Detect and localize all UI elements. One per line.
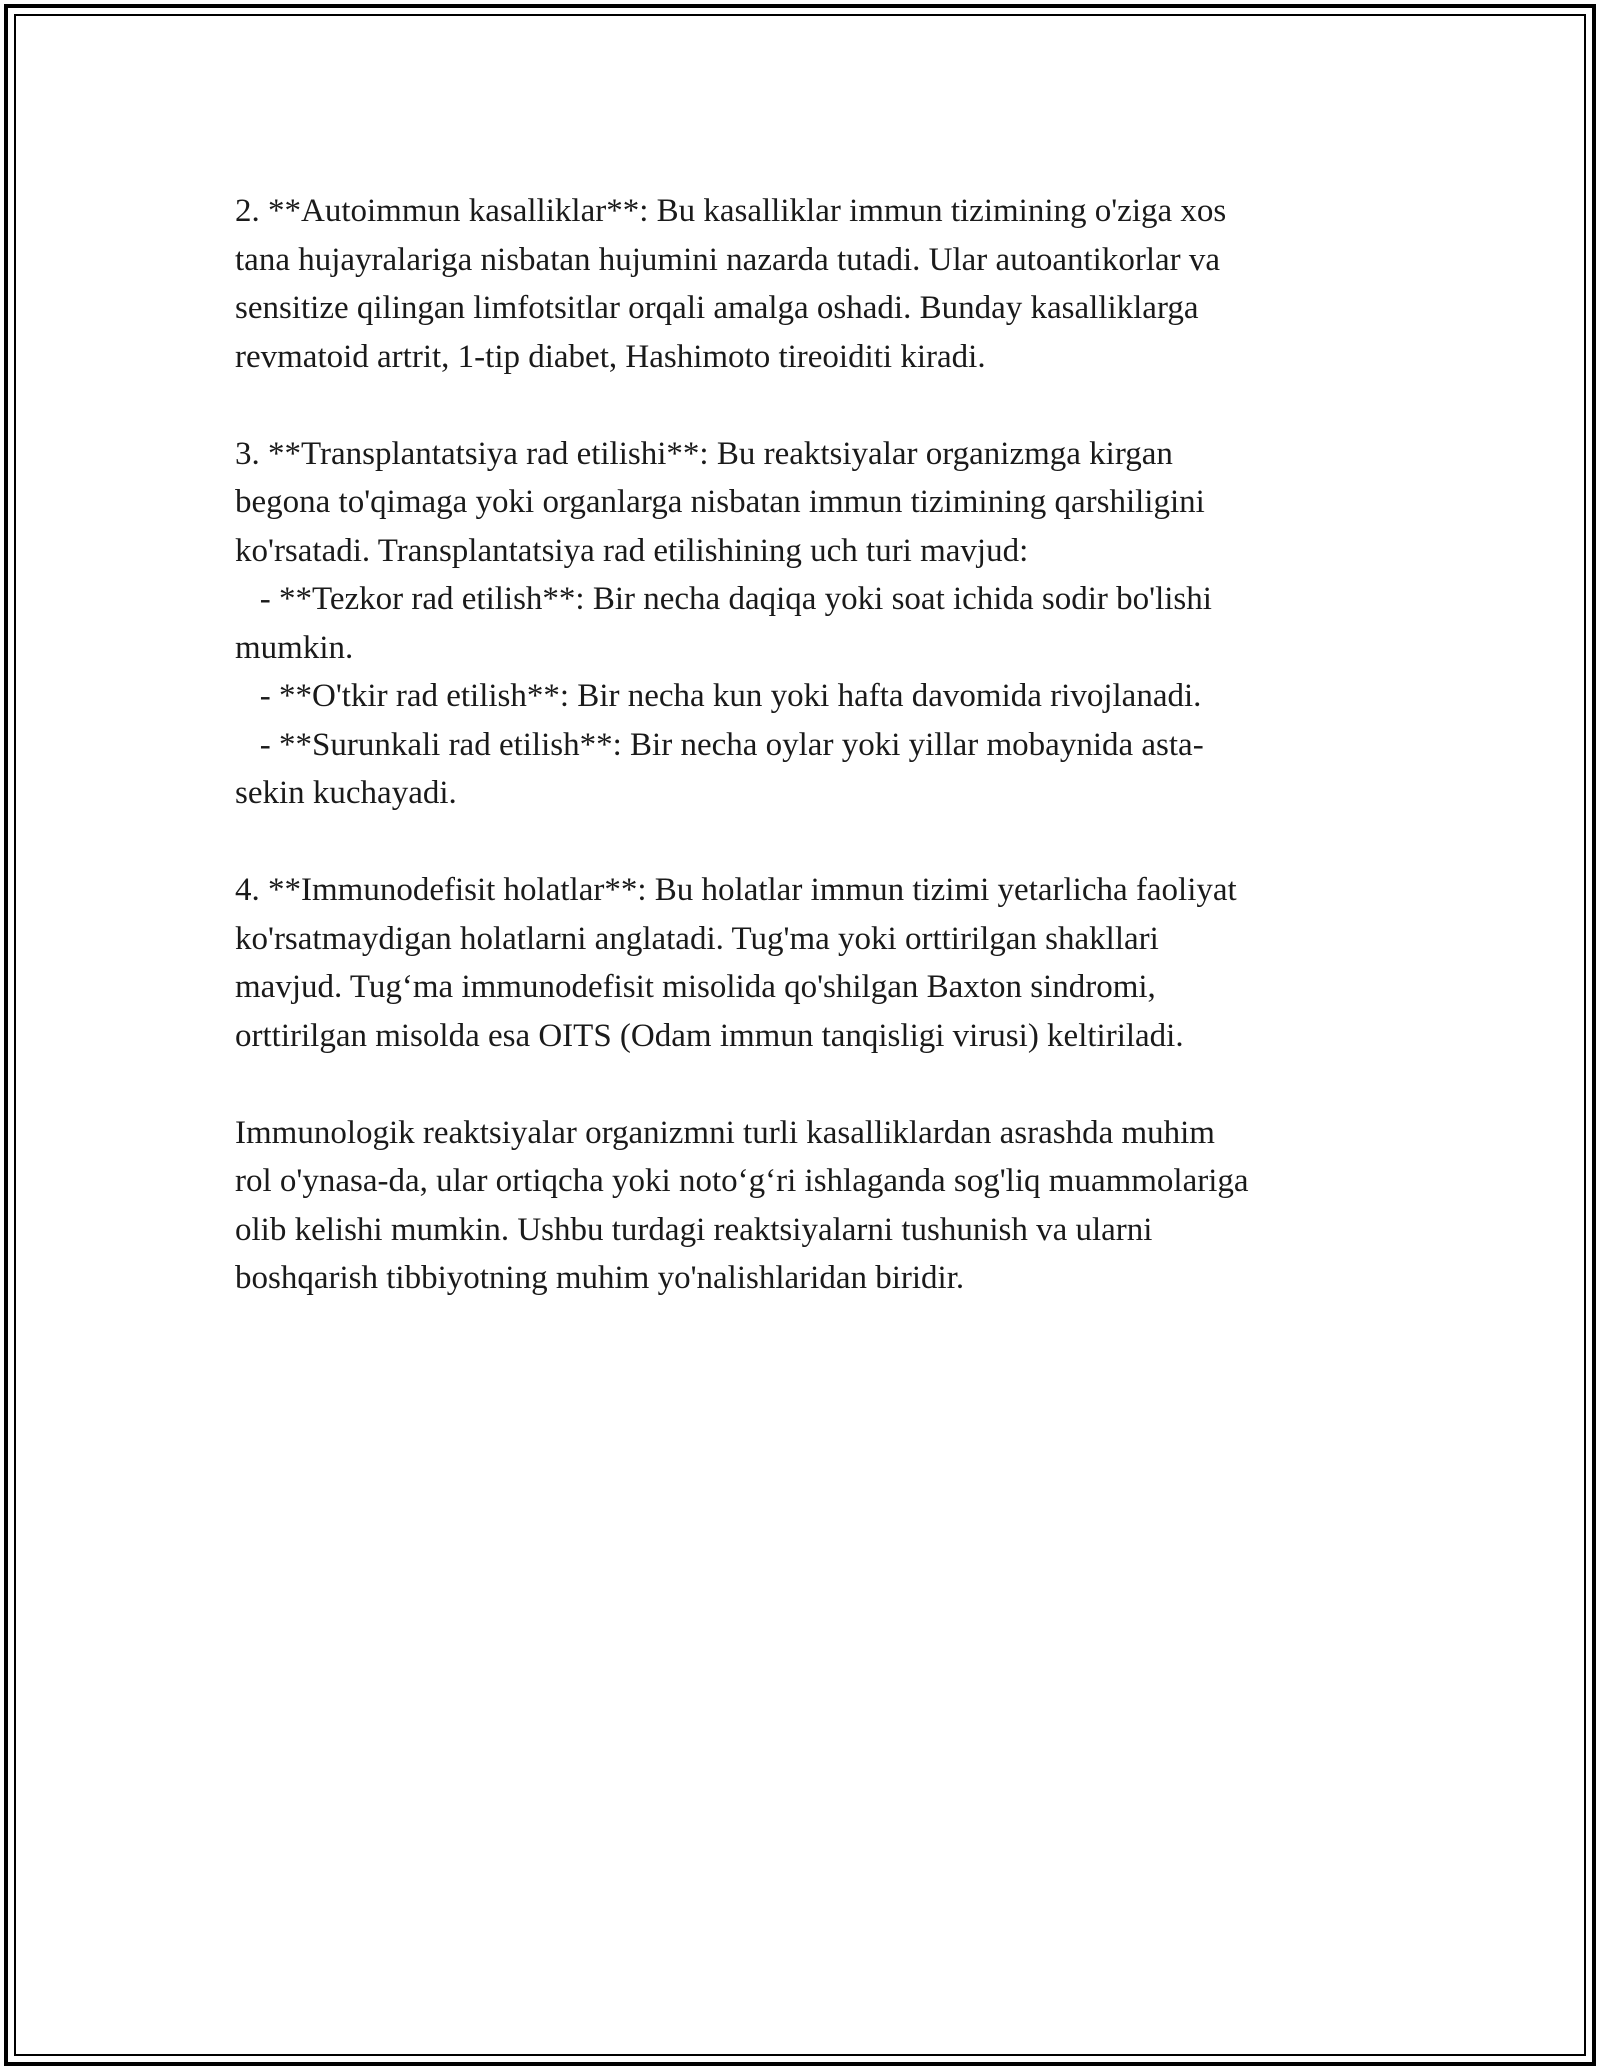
text-line: 3. **Transplantatsiya rad etilishi**: Bu reaktsiyalar organizmga kirgan [235,435,1173,472]
text-line: ko'rsatmaydigan holatlarni anglatadi. Tug'ma yoki orttirilgan shakllari [235,920,1159,957]
text-line: olib kelishi mumkin. Ushbu turdagi reaktsiyalarni tushunish va ularni [235,1211,1153,1248]
paragraph-conclusion [235,1109,1375,1303]
text-line: tana hujayralariga nisbatan hujumini nazarda tutadi. Ular autoantikorlar va [235,241,1221,278]
text-line: Immunologik reaktsiyalar organizmni turli kasalliklardan asrashda muhim [235,1114,1215,1151]
list-item-line: - **Tezkor rad etilish**: Bir necha daqiqa yoki soat ichida sodir bo'lishi [235,581,1212,617]
text-line: orttirilgan misolda esa OITS (Odam immun tanqisligi virusi) keltiriladi. [235,1017,1184,1054]
list-item-line: - **O'tkir rad etilish**: Bir necha kun yoki hafta davomida rivojlanadi. [235,678,1202,714]
text-line: sekin kuchayadi. [235,775,457,811]
text-line: mumkin. [235,629,354,666]
paragraph-autoimmune [235,187,1375,381]
text-line: mavjud. Tug‘ma immunodefisit misolida qo'shilgan Baxton sindromi, [235,969,1156,1005]
text-line: 4. **Immunodefisit holatlar**: Bu holatlar immun tizimi yetarlicha faoliyat [235,872,1237,908]
text-line: begona to'qimaga yoki organlarga nisbatan immun tizimining qarshiligini [235,484,1205,520]
text-line: sensitize qilingan limfotsitlar orqali amalga oshadi. Bunday kasalliklarga [235,290,1199,326]
document-body [235,187,1375,1351]
text-line: boshqarish tibbiyotning muhim yo'nalishlaridan biridir. [235,1260,965,1296]
text-line: ko'rsatadi. Transplantatsiya rad etilishining uch turi mavjud: [235,532,1029,569]
paragraph-transplant-rejection [235,430,1375,818]
list-item-line: - **Surunkali rad etilish**: Bir necha oylar yoki yillar mobaynida asta- [235,726,1204,763]
paragraph-immunodeficiency [235,866,1375,1060]
text-line: rol o'ynasa-da, ular ortiqcha yoki noto‘g‘ri ishlaganda sog'liq muammolariga [235,1163,1249,1199]
text-line: 2. **Autoimmun kasalliklar**: Bu kasalliklar immun tizimining o'ziga xos [235,193,1227,229]
text-line: revmatoid artrit, 1-tip diabet, Hashimoto tireoiditi kiradi. [235,338,986,375]
